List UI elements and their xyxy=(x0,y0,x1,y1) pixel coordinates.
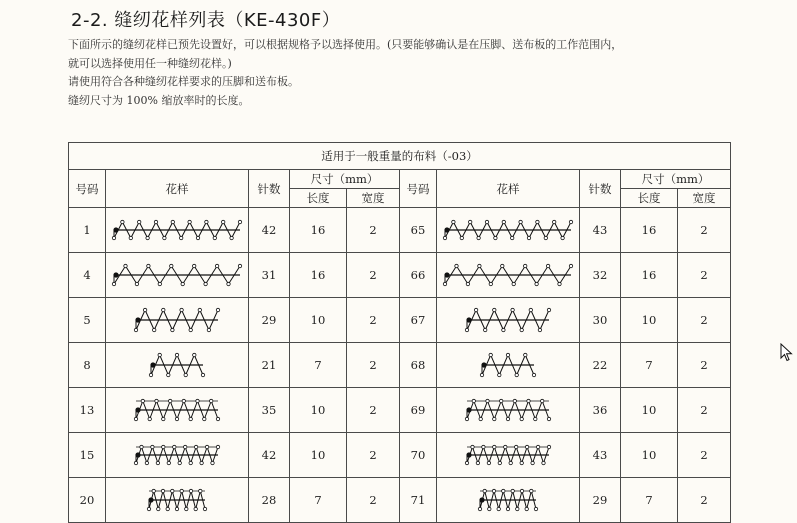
stitch-count: 43 xyxy=(580,208,621,253)
sew-width: 2 xyxy=(678,208,731,253)
sew-length: 7 xyxy=(290,343,347,388)
mouse-cursor-icon xyxy=(780,343,794,363)
pattern-cell xyxy=(106,343,249,388)
table-row xyxy=(69,253,731,298)
sew-width: 2 xyxy=(678,253,731,298)
intro-paragraph: 下面所示的缝纫花样已预先设置好，可以根据规格予以选择使用。(只要能够确认是在压脚、送布板的工作范围内， xyxy=(68,38,623,51)
sew-length: 16 xyxy=(621,253,678,298)
stitch-count: 30 xyxy=(580,298,621,343)
pattern-number: 68 xyxy=(400,343,437,388)
stitch-count: 42 xyxy=(249,208,290,253)
stitch-count: 31 xyxy=(249,253,290,298)
medium-zigzag-pattern-icon xyxy=(131,305,223,335)
pattern-number: 4 xyxy=(69,253,106,298)
pattern-cell xyxy=(106,478,249,523)
table-row xyxy=(69,298,731,343)
header-length: 长度 xyxy=(621,189,678,208)
long-zigzag-pattern-icon xyxy=(440,260,576,290)
sew-width: 2 xyxy=(678,433,731,478)
header-stitches: 针数 xyxy=(580,170,621,208)
table-row xyxy=(69,343,731,388)
pattern-cell xyxy=(437,478,580,523)
sew-width: 2 xyxy=(347,478,400,523)
pattern-cell xyxy=(437,253,580,298)
pattern-cell xyxy=(106,208,249,253)
pattern-cell xyxy=(437,208,580,253)
pattern-number: 13 xyxy=(69,388,106,433)
sew-length: 16 xyxy=(621,208,678,253)
intro-paragraph: 就可以选择使用任一种缝纫花样。) xyxy=(68,56,232,70)
sew-length: 16 xyxy=(290,253,347,298)
sew-width: 2 xyxy=(678,343,731,388)
pattern-cell xyxy=(437,298,580,343)
pattern-number: 67 xyxy=(400,298,437,343)
intro-paragraph: 请使用符合各种缝纫花样要求的压脚和送布板。 xyxy=(68,75,299,88)
long-bartack-pattern-icon xyxy=(440,215,576,245)
header-length: 长度 xyxy=(290,189,347,208)
medium-bartack-pattern-icon xyxy=(131,395,223,425)
stitch-count: 29 xyxy=(249,298,290,343)
pattern-cell xyxy=(106,433,249,478)
stitch-count: 21 xyxy=(249,343,290,388)
dense-bartack-pattern-icon xyxy=(462,440,554,470)
pattern-number: 71 xyxy=(400,478,437,523)
sew-width: 2 xyxy=(678,298,731,343)
header-number: 号码 xyxy=(69,170,106,208)
sew-length: 10 xyxy=(290,298,347,343)
table-row xyxy=(69,478,731,523)
stitch-count: 43 xyxy=(580,433,621,478)
pattern-number: 66 xyxy=(400,253,437,298)
sew-length: 10 xyxy=(290,433,347,478)
pattern-number: 69 xyxy=(400,388,437,433)
header-size: 尺寸（mm） xyxy=(290,170,400,189)
sew-length: 16 xyxy=(290,208,347,253)
long-zigzag-pattern-icon xyxy=(109,260,245,290)
pattern-cell xyxy=(106,253,249,298)
sew-length: 10 xyxy=(290,388,347,433)
sew-width: 2 xyxy=(347,208,400,253)
sew-length: 7 xyxy=(621,343,678,388)
pattern-number: 5 xyxy=(69,298,106,343)
pattern-number: 20 xyxy=(69,478,106,523)
table-row xyxy=(69,208,731,253)
stitch-count: 32 xyxy=(580,253,621,298)
dense-bartack-pattern-icon xyxy=(131,440,223,470)
intro-paragraph: 缝纫尺寸为 100% 缩放率时的长度。 xyxy=(68,93,250,107)
sew-width: 2 xyxy=(347,298,400,343)
stitch-count: 22 xyxy=(580,343,621,388)
pattern-table xyxy=(68,142,731,523)
pattern-cell xyxy=(437,343,580,388)
table-row xyxy=(69,388,731,433)
header-size: 尺寸（mm） xyxy=(621,170,731,189)
short-zigzag-pattern-icon xyxy=(146,350,208,380)
medium-zigzag-pattern-icon xyxy=(462,305,554,335)
sew-width: 2 xyxy=(678,478,731,523)
long-bartack-pattern-icon xyxy=(109,215,245,245)
pattern-cell xyxy=(106,298,249,343)
pattern-cell xyxy=(437,433,580,478)
pattern-number: 1 xyxy=(69,208,106,253)
header-stitches: 针数 xyxy=(249,170,290,208)
page-title: 2-2. 缝纫花样列表（KE-430F） xyxy=(71,10,341,31)
header-width: 宽度 xyxy=(347,189,400,208)
pattern-number: 65 xyxy=(400,208,437,253)
short-zigzag-pattern-icon xyxy=(477,350,539,380)
sew-width: 2 xyxy=(347,433,400,478)
sew-length: 7 xyxy=(621,478,678,523)
intro-text xyxy=(68,36,738,110)
pattern-cell xyxy=(437,388,580,433)
pattern-cell xyxy=(106,388,249,433)
sew-length: 10 xyxy=(621,298,678,343)
stitch-count: 28 xyxy=(249,478,290,523)
sew-length: 10 xyxy=(621,388,678,433)
sew-width: 2 xyxy=(347,343,400,388)
stitch-count: 36 xyxy=(580,388,621,433)
table-row xyxy=(69,433,731,478)
pattern-number: 70 xyxy=(400,433,437,478)
sew-length: 7 xyxy=(290,478,347,523)
header-pattern: 花样 xyxy=(106,170,249,208)
stitch-count: 35 xyxy=(249,388,290,433)
sew-width: 2 xyxy=(678,388,731,433)
sew-width: 2 xyxy=(347,388,400,433)
stitch-count: 42 xyxy=(249,433,290,478)
pattern-number: 8 xyxy=(69,343,106,388)
header-pattern: 花样 xyxy=(437,170,580,208)
medium-bartack-pattern-icon xyxy=(462,395,554,425)
table-caption: 适用于一般重量的布料（-03） xyxy=(69,143,731,170)
sew-length: 10 xyxy=(621,433,678,478)
header-width: 宽度 xyxy=(678,189,731,208)
header-number: 号码 xyxy=(400,170,437,208)
stitch-count: 29 xyxy=(580,478,621,523)
pattern-number: 15 xyxy=(69,433,106,478)
sew-width: 2 xyxy=(347,253,400,298)
